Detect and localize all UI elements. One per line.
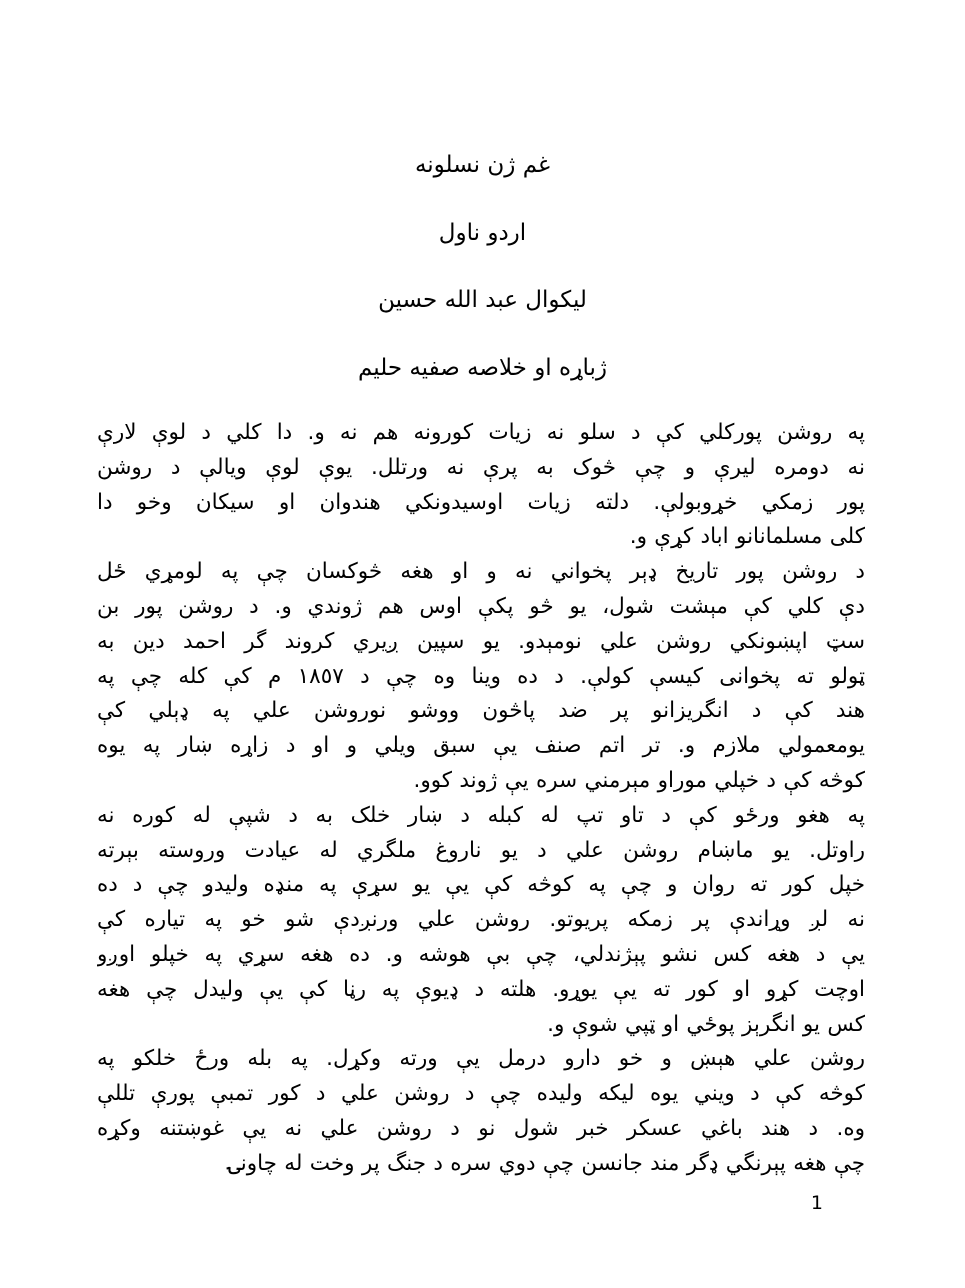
doc-author-line: ليکوال عبد الله حسين xyxy=(378,287,587,313)
paragraph xyxy=(97,555,865,799)
doc-title: غم ژن نسلونه xyxy=(414,152,551,178)
text-line: خپل کور ته روان و چې په کوڅه کې يې يو سړې په منډه وليدو چې د ده xyxy=(97,872,865,898)
text-line: نه لږ وړاندې پر زمکه پريوتو. روشن علي ورنږدې شو خو په تياره کې xyxy=(97,907,865,933)
text-line: يې د هغه کس نشو پېژندلي، چې بې هوشه و. ده هغه سړي په خپلو اوږو xyxy=(97,941,865,967)
text-line: راوتل. يو ماښام روشن علي د يو ناروغ ملگري له عيادت وروسته بېرته xyxy=(97,837,865,863)
text-line: کوڅه کې د خپلي موراو مېرمني سره يې ژوند کوو. xyxy=(413,767,865,793)
text-line: په روشن پورکلي کې د سلو نه زيات کورونه هم نه و. دا کلي د لوې لارې xyxy=(97,420,865,445)
text-line: کوڅه کې د ويني يوه ليکه وليده چې د روشن علي د کور تمبې پورې تللې xyxy=(97,1081,865,1107)
text-line: کلی مسلمانانو اباد کړې و. xyxy=(629,524,865,550)
document-body xyxy=(0,402,965,1182)
doc-translator-line: ژباړه او خلاصه صفيه حليم xyxy=(357,354,608,381)
text-line: پور زمکي خړوبولې. دلته زيات اوسيدونکي هندوان او سيکان وخو دا xyxy=(97,489,865,515)
title-block xyxy=(0,0,965,402)
text-line: په هغو ورځو کې د تاو تپ له کبله د ښار خلک به د شپې له کوره نه xyxy=(97,802,865,828)
text-line: د روشن پور تاريخ ډېر پخواني نه و او هغه څوکسان چې په لومړي ځل xyxy=(97,559,865,585)
text-line: وه. د هند باغي عسکر خبر شول نو د روشن علي نه يې غوښتنه وکړه xyxy=(97,1115,865,1141)
text-line: روشن علي هېښ و خو دارو درمل يې ورته وکړل. په بله ورځ خلکو په xyxy=(97,1046,865,1072)
page-number: 1 xyxy=(810,1192,823,1214)
paragraph xyxy=(97,1042,865,1181)
paragraph xyxy=(97,799,865,1043)
text-line: دې کلي کې مېشت شول، يو څو پکې اوس هم ژوندي و. د روشن پور بن xyxy=(97,593,865,619)
text-line: هند کې د انگريزانو پر ضد پاڅون ووشو نوروشن علي په ډېلي کې xyxy=(97,698,865,724)
text-line: کس يو انگرېز پوځي او ټپي شوې و. xyxy=(547,1011,865,1037)
text-line: سټ اپښونکي روشن علي نومېدو. يو سپين ږيري کروند گر احمد دين به xyxy=(97,628,865,654)
text-line: اوچت کړو او کور ته يې يوړو. هلته د ډيوې په رڼا کې يې وليدل چې هغه xyxy=(97,976,865,1002)
text-line: ټولو ته پخوانی کيسې کولې. د ده وينا وه چې د ١٨٥٧ م کې کله چې په xyxy=(97,663,865,689)
text-line: چې هغه پېرنگي ډگر مند جانسن چې دوي سره د جنگ پر وخت له چاونۍ xyxy=(228,1150,865,1176)
paragraph xyxy=(97,416,865,555)
doc-subtitle: اردو ناول xyxy=(438,219,527,246)
text-line: نه دومره ليرې و چې څوک به پرې نه ورتلل. يوې لوې ويالې د روشن xyxy=(97,454,865,480)
text-line: يومعمولي ملازم و. تر اتم صنف يې سبق ويلي و او د زاړه ښار په يوه xyxy=(97,733,865,759)
